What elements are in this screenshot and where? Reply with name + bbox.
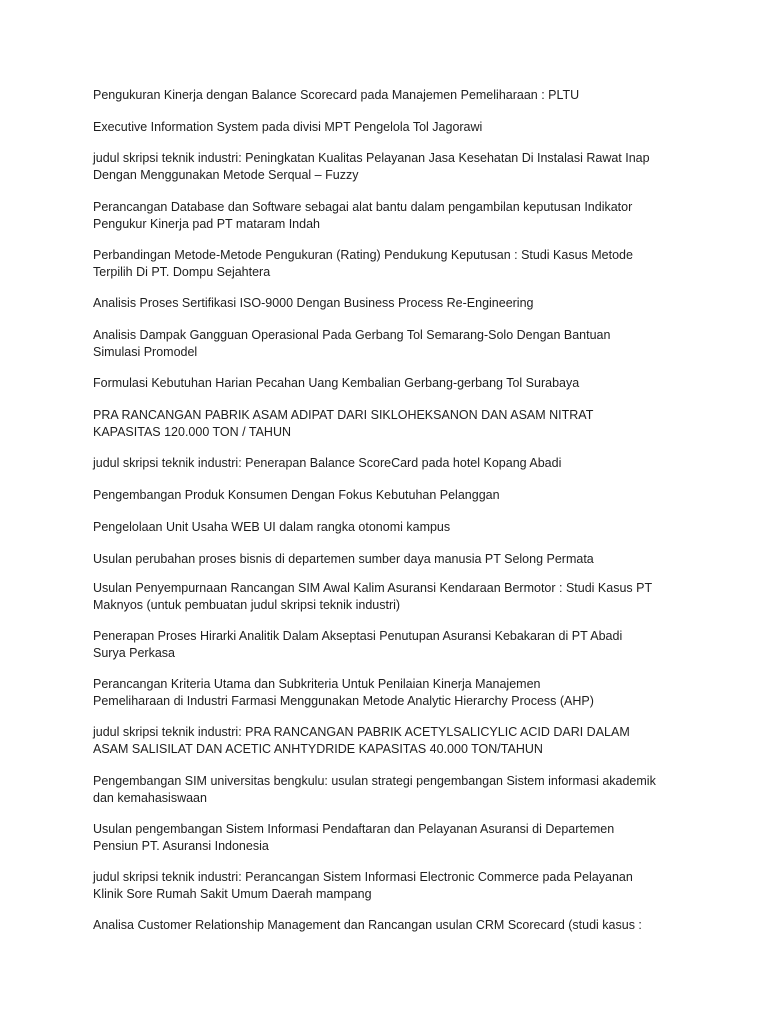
item-line: Pengelolaan Unit Usaha WEB UI dalam rangka otonomi kampus [93,520,451,534]
item-line: Usulan Penyempurnaan Rancangan SIM Awal Kalim Asuransi Kendaraan Bermotor : Studi Kasus PT [93,581,653,595]
item-line: Simulasi Promodel [93,345,198,359]
list-item [93,519,763,536]
item-line: judul skripsi teknik industri: Penerapan Balance ScoreCard pada hotel Kopang Abadi [93,456,562,470]
item-line: Surya Perkasa [93,646,175,660]
item-line: Perancangan Database dan Software sebagai alat bantu dalam pengambilan keputusan Indikator [93,200,633,214]
item-line: Analisis Dampak Gangguan Operasional Pada Gerbang Tol Semarang-Solo Dengan Bantuan [93,328,611,342]
item-line: judul skripsi teknik industri: Perancangan Sistem Informasi Electronic Commerce pada Pelayanan [93,870,633,884]
list-item [93,119,763,136]
item-line: Maknyos (untuk pembuatan judul skripsi teknik industri) [93,598,401,612]
item-line: dan kemahasiswaan [93,791,207,805]
item-line: KAPASITAS 120.000 TON / TAHUN [93,425,291,439]
item-line: Pengukuran Kinerja dengan Balance Scorecard pada Manajemen Pemeliharaan : PLTU [93,88,580,102]
list-item [93,821,763,855]
item-line: Klinik Sore Rumah Sakit Umum Daerah mampang [93,887,372,901]
list-item [93,551,763,568]
item-line: Usulan perubahan proses bisnis di departemen sumber daya manusia PT Selong Permata [93,552,594,566]
item-line: Dengan Menggunakan Metode Serqual – Fuzzy [93,168,359,182]
list-item [93,327,763,361]
list-item [93,917,763,934]
list-item [93,628,763,662]
list-item [93,150,763,184]
list-item [93,724,763,758]
item-line: judul skripsi teknik industri: PRA RANCANGAN PABRIK ACETYLSALICYLIC ACID DARI DALAM [93,725,630,739]
list-item [93,295,763,312]
list-item [93,375,763,392]
list-item [93,455,763,472]
item-line: Terpilih Di PT. Dompu Sejahtera [93,265,271,279]
item-line: Formulasi Kebutuhan Harian Pecahan Uang Kembalian Gerbang-gerbang Tol Surabaya [93,376,580,390]
item-line: Perbandingan Metode-Metode Pengukuran (Rating) Pendukung Keputusan : Studi Kasus Metode [93,248,633,262]
item-line: ASAM SALISILAT DAN ACETIC ANHTYDRIDE KAPASITAS 40.000 TON/TAHUN [93,742,543,756]
item-line: Perancangan Kriteria Utama dan Subkriteria Untuk Penilaian Kinerja Manajemen [93,677,541,691]
list-item [93,869,763,903]
item-line: Analisis Proses Sertifikasi ISO-9000 Dengan Business Process Re-Engineering [93,296,534,310]
item-line: Pensiun PT. Asuransi Indonesia [93,839,269,853]
item-line: PRA RANCANGAN PABRIK ASAM ADIPAT DARI SIKLOHEKSANON DAN ASAM NITRAT [93,408,594,422]
list-item [93,407,763,441]
list-item [93,247,763,281]
item-line: Executive Information System pada divisi MPT Pengelola Tol Jagorawi [93,120,483,134]
item-line: Penerapan Proses Hirarki Analitik Dalam Akseptasi Penutupan Asuransi Kebakaran di PT Abadi [93,629,623,643]
list-item [93,580,763,614]
item-line: Analisa Customer Relationship Management dan Rancangan usulan CRM Scorecard (studi kasus : [93,918,642,932]
item-line: Pengembangan SIM universitas bengkulu: usulan strategi pengembangan Sistem informasi akademik [93,774,656,788]
list-item [93,773,763,807]
item-line: Pengembangan Produk Konsumen Dengan Fokus Kebutuhan Pelanggan [93,488,500,502]
item-line: Pemeliharaan di Industri Farmasi Menggunakan Metode Analytic Hierarchy Process (AHP) [93,694,594,708]
list-item [93,676,763,710]
list-item [93,87,763,104]
item-line: Usulan pengembangan Sistem Informasi Pendaftaran dan Pelayanan Asuransi di Departemen [93,822,615,836]
item-line: judul skripsi teknik industri: Peningkatan Kualitas Pelayanan Jasa Kesehatan Di Instalasi Rawat Inap [93,151,650,165]
list-item [93,199,763,233]
item-line: Pengukur Kinerja pad PT mataram Indah [93,217,320,231]
list-item [93,487,763,504]
